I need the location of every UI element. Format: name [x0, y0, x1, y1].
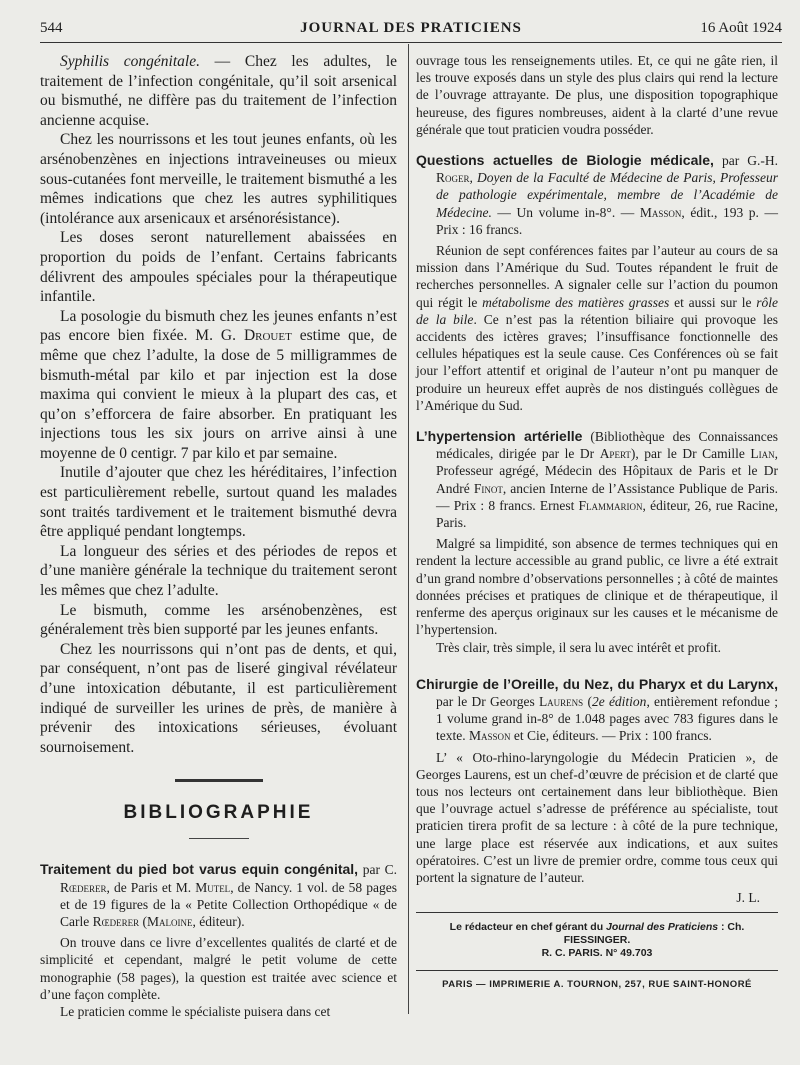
footer-rule — [416, 912, 778, 913]
review-paragraph: Le praticien comme le spécialiste puisera dans cet — [60, 1004, 331, 1019]
paragraph: Inutile d’ajouter que chez les héréditaires, l’infection est particulièrement rebelle, surtout quand les malades sont traités tardivement et le traitement bismuthé devra être appliqué pendant longtemps. — [40, 464, 397, 541]
review-paragraph: ouvrage tous les renseignements utiles. Et, ce qui ne gâte rien, il les trouve exposés dans un style des plus clairs qui rend la lecture de l’ouvrage attrayante. De plus, une disposition topographique heureuse, des figures nombreuses, aident à la clarté d’une revue générale que tout praticien voudra posséder. — [416, 53, 778, 137]
book-entry: Questions actuelles de Biologie médicale, par G.-H. Roger, Doyen de la Faculté de Médecine de Paris, Professeur de pathologie expérimentale, membre de l’Académie de Médecine. — Un volume in-8°. — Masson, édit., 193 p. — Prix : 16 francs. — [416, 152, 779, 237]
book-title: Chirurgie de l’Oreille, du Nez, du Pharyx et du Larynx, — [416, 675, 778, 692]
left-column — [40, 52, 397, 1020]
review-paragraph: On trouve dans ce livre d’excellentes qualités de clarté et de simplicité et cependant, malgré le petit volume de cette monographie (58 pages), la question est traitée avec science et d’une façon complète. — [40, 935, 397, 1002]
author-name: Drouet — [243, 327, 292, 345]
paragraph: La posologie du bismuth chez les jeunes enfants n’est pas encore bien fixée. M. G. Drouet estime que, de même que chez l’adulte, la dose de 5 milligrammes de bismuth-métal par kilo et par injection est la dose maxima qui convient le mieux à la plupart des cas, et qu’on s’efforcera de faire absorber. En pratiquant les injections tous les six jours on arrive ainsi à une moyenne de 0 centigr. 7 par kilo et par semaine. — [40, 307, 397, 462]
book-title: L’hypertension artérielle — [416, 428, 583, 445]
page-header — [40, 18, 782, 40]
header-rule — [40, 42, 782, 43]
signature: J. L. — [736, 890, 760, 906]
book-entry: Chirurgie de l’Oreille, du Nez, du Pharyx et du Larynx, par le Dr Georges Laurens (2e édition, entièrement refondue ; 1 volume grand in-8° de 1.048 pages avec 783 figures dans le texte. Masson et Cie, éditeurs. — Prix : 100 francs. — [416, 675, 778, 744]
printer-credit: PARIS — IMPRIMERIE A. TOURNON, 257, RUE SAINT-HONORÉ — [442, 979, 752, 991]
issue-date: 16 Août 1924 — [700, 20, 782, 36]
review-paragraph: Très clair, très simple, il sera lu avec intérêt et profit. — [436, 639, 721, 655]
section-title: Syphilis congénitale. — [60, 53, 200, 70]
book-title: Questions actuelles de Biologie médicale, — [416, 152, 714, 169]
review-paragraph: Malgré sa limpidité, son absence de termes techniques qui en rendent la lecture accessible au grand public, ce livre a été extrait d’un grand nombre d’observations personnelles ; à côté de maintes données précises et pratiques de clinique et de thérapeutique, il renferme des aperçus originaux sur les causes et le mécanisme de l’hypertension. — [416, 536, 778, 638]
paragraph: Chez les nourrissons et les tout jeunes enfants, où les arsénobenzènes en injections intraveineuses ou mieux sous-cutanées font merveille, le traitement bismuthé a les mêmes indications que chez les autres syphilitiques (intolérance aux arsenicaux et arsénorésistance). — [40, 131, 397, 227]
paragraph-syphilis-congenitale: Syphilis congénitale. — Chez les adultes, le traitement de l’infection congénitale, qu’il soit arsenical ou bismuthé, ne diffère pas du traitement de l’infection ancienne acquise. — [40, 53, 398, 129]
right-column — [416, 52, 778, 990]
page-number: 544 — [40, 20, 63, 36]
section-rule — [175, 779, 263, 782]
paragraph: Les doses seront naturellement abaissées en proportion du poids de l’enfant. Certains fabricants délivrent des ampoules spéciales pour la thérapeutique infantile. — [40, 229, 397, 306]
review-paragraph: L’ « Oto-rhino-laryngologie du Médecin Praticien », de Georges Laurens, est un chef-d’œuvre de précision et de clarté que tous nos lecteurs ont certainement dans leur bibliothèque. Bien que l’ouvrage actuel s’adresse de préférence au spécialiste, tout praticien tirera profit de sa lecture : à côté de la pure technique, une large place est réservée aux indications, et aux suites opératoires. C’est un livre de premier ordre, comme tous ceux qui portent la signature de l’auteur. — [416, 749, 778, 885]
editor-credit: Le rédacteur en chef gérant du Journal des Praticiens : Ch. FIESSINGER. R. C. PARIS. N° 49.703 — [449, 921, 745, 960]
book-entry: L’hypertension artérielle (Bibliothèque des Connaissances médicales, dirigée par le Dr Apert), par le Dr Camille Lian, Professeur agrégé, Médecin des Hôpitaux de Paris et le Dr André Finot, ancien Interne de l’Assistance Publique de Paris. — Prix : 8 francs. Ernest Flammarion, éditeur, 26, rue Racine, Paris. — [416, 428, 778, 531]
paragraph: Chez les nourrissons qui n’ont pas de dents, et qui, par conséquent, n’ont pas de liseré gingival révélateur d’une intoxication débutante, il est particulièrement indiqué de surveiller les urines de près, de manière à prévenir des intoxications sérieuses, évoluant sournoisement. — [40, 640, 397, 756]
book-entry: Traitement du pied bot varus equin congénital, par C. Rœderer, de Paris et M. Mutel, de Nancy. 1 vol. de 58 pages et de 19 figures de la « Petite Collection Orthopédique « de Carle Rœderer (Maloine, éditeur). — [40, 861, 397, 929]
paragraph: Le bismuth, comme les arsénobenzènes, est généralement très bien supporté par les jeunes enfants. — [40, 601, 397, 639]
book-title: Traitement du pied bot varus equin congénital, — [40, 861, 359, 878]
journal-title: JOURNAL DES PRATICIENS — [300, 20, 522, 36]
section-rule — [189, 838, 249, 839]
paragraph: La longueur des séries et des périodes de repos et d’une manière générale la technique du traitement seront les mêmes que chez l’adulte. — [40, 542, 397, 600]
bibliography-heading: BIBLIOGRAPHIE — [123, 802, 314, 824]
footer-rule — [416, 970, 778, 971]
review-paragraph: Réunion de sept conférences faites par l’auteur au cours de sa mission dans l’Amérique du Sud. Toutes répandent le fruit de recherches personnelles. A signaler celle sur l’action du poumon qui régit le métabolisme des matières grasses et aussi sur le rôle de la bile. Ce n’est pas la rétention biliaire qui provoque les accidents des ictères graves; l’insuffisance fonctionnelle des cellules hépatiques est la seule cause. Ces Conférences où se fait jour l’effort attentif et original de l’auteur n’ont pu manquer de produire un heureux effet auprès de nos distingués collègues de l’Amérique du Sud. — [416, 243, 779, 413]
column-divider — [408, 44, 409, 1014]
